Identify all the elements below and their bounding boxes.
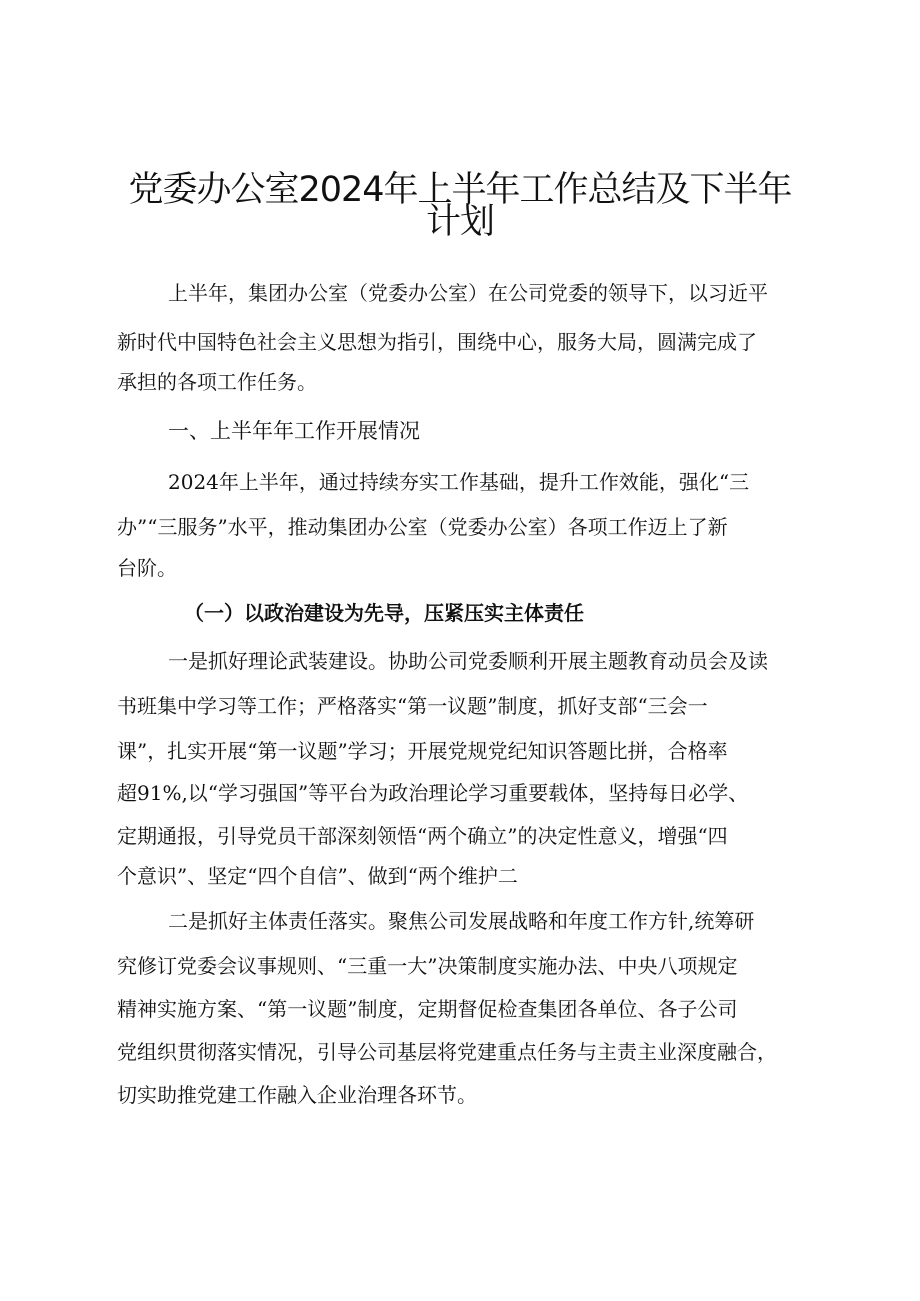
- intro-line-1: 上半年，集团办公室（党委办公室）在公司党委的领导下，以习近平: [168, 281, 768, 305]
- section-1-line-3: 台阶。: [117, 556, 177, 580]
- intro-line-3: 承担的各项工作任务。: [117, 370, 317, 394]
- item-1-line-4: 超91%,以“学习强国”等平台为政治理论学习重要载体，坚持每日必学、: [117, 781, 749, 805]
- item-2-line-5: 切实助推党建工作融入企业治理各环节。: [117, 1083, 477, 1107]
- item-1-line-1: 一是抓好理论武装建设。协助公司党委顺利开展主题教育动员会及读: [168, 649, 768, 673]
- item-1-line-3: 课”，扎实开展“第一议题”学习；开展党规党纪知识答题比拼，合格率: [117, 739, 728, 763]
- item-2-line-4: 党组织贯彻落实情况，引导公司基层将党建重点任务与主责主业深度融合，: [117, 1040, 777, 1064]
- section-1-heading: 一、上半年年工作开展情况: [168, 419, 420, 443]
- document-title-line-1: 党委办公室2024年上半年工作总结及下半年: [128, 170, 792, 210]
- document-title-line-2: 计划: [425, 202, 494, 242]
- item-1-line-5: 定期通报，引导党员干部深刻领悟“两个确立”的决定性意义，增强“四: [117, 824, 728, 848]
- section-1-line-1: 2024年上半年，通过持续夯实工作基础，提升工作效能，强化“三: [168, 470, 750, 494]
- item-2-line-3: 精神实施方案、“第一议题”制度，定期督促检查集团各单位、各子公司: [117, 997, 738, 1021]
- item-1-line-6: 个意识”、坚定“四个自信”、做到“两个维护二: [117, 864, 518, 888]
- item-2-line-1: 二是抓好主体责任落实。聚焦公司发展战略和年度工作方针,统筹研: [168, 909, 755, 933]
- item-1-line-2: 书班集中学习等工作；严格落实“第一议题”制度，抓好支部“三会一: [117, 694, 708, 718]
- intro-line-2: 新时代中国特色社会主义思想为指引，围绕中心，服务大局，圆满完成了: [117, 330, 757, 354]
- subsection-1-heading: （一）以政治建设为先导，压紧压实主体责任: [184, 601, 584, 625]
- section-1-line-2: 办”“三服务”水平，推动集团办公室（党委办公室）各项工作迈上了新: [117, 515, 728, 539]
- item-2-line-2: 究修订党委会议事规则、“三重一大”决策制度实施办法、中央八项规定: [117, 954, 738, 978]
